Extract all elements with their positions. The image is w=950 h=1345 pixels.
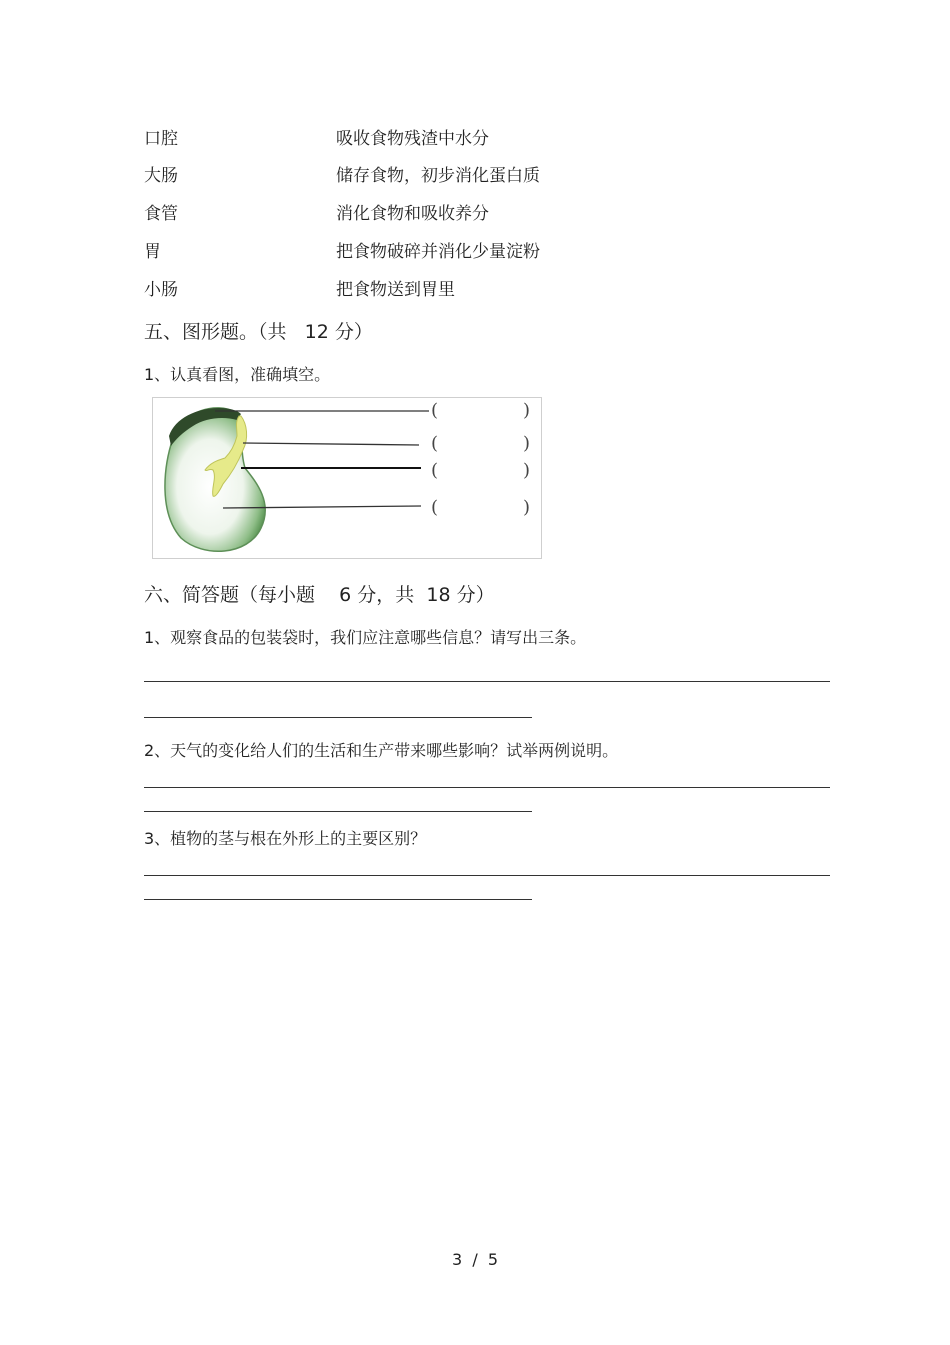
- blank-1-open[interactable]: (: [431, 400, 439, 421]
- section6-question-1: 1、观察食品的包装袋时，我们应注意哪些信息？请写出三条。: [144, 628, 587, 647]
- organ-3: 胃: [144, 242, 161, 262]
- blank-4-open[interactable]: (: [431, 497, 439, 518]
- blank-3-open[interactable]: (: [431, 460, 439, 481]
- answer-line-1b[interactable]: [144, 717, 532, 718]
- function-2: 消化食物和吸收养分: [336, 204, 489, 224]
- function-4: 把食物送到胃里: [336, 280, 455, 300]
- answer-line-1a[interactable]: [144, 681, 830, 682]
- label-line-2: [243, 443, 419, 445]
- section6-question-3: 3、植物的茎与根在外形上的主要区别？: [144, 829, 427, 848]
- organ-1: 大肠: [144, 166, 178, 186]
- organ-4: 小肠: [144, 280, 178, 300]
- answer-line-3a[interactable]: [144, 875, 830, 876]
- function-1: 储存食物，初步消化蛋白质: [336, 166, 540, 186]
- section6-heading: 六、简答题（每小题 6 分，共 18 分）: [144, 584, 495, 606]
- answer-line-2b[interactable]: [144, 811, 532, 812]
- function-3: 把食物破碎并消化少量淀粉: [336, 242, 540, 262]
- section6-question-2: 2、天气的变化给人们的生活和生产带来哪些影响？试举两例说明。: [144, 741, 619, 760]
- answer-line-3b[interactable]: [144, 899, 532, 900]
- blank-1-close: ): [523, 400, 531, 421]
- organ-2: 食管: [144, 204, 178, 224]
- seed-diagram: [152, 397, 542, 559]
- page-number: 3 / 5: [452, 1250, 499, 1269]
- blank-2-open[interactable]: (: [431, 433, 439, 454]
- blank-4-close: ): [523, 497, 531, 518]
- function-0: 吸收食物残渣中水分: [336, 129, 489, 149]
- bean-seed-illustration: [153, 398, 541, 558]
- blank-3-close: ): [523, 460, 531, 481]
- section5-question-1: 1、认真看图，准确填空。: [144, 365, 331, 384]
- organ-0: 口腔: [144, 129, 178, 149]
- blank-2-close: ): [523, 433, 531, 454]
- section5-heading: 五、图形题。（共 12 分）: [144, 321, 373, 343]
- answer-line-2a[interactable]: [144, 787, 830, 788]
